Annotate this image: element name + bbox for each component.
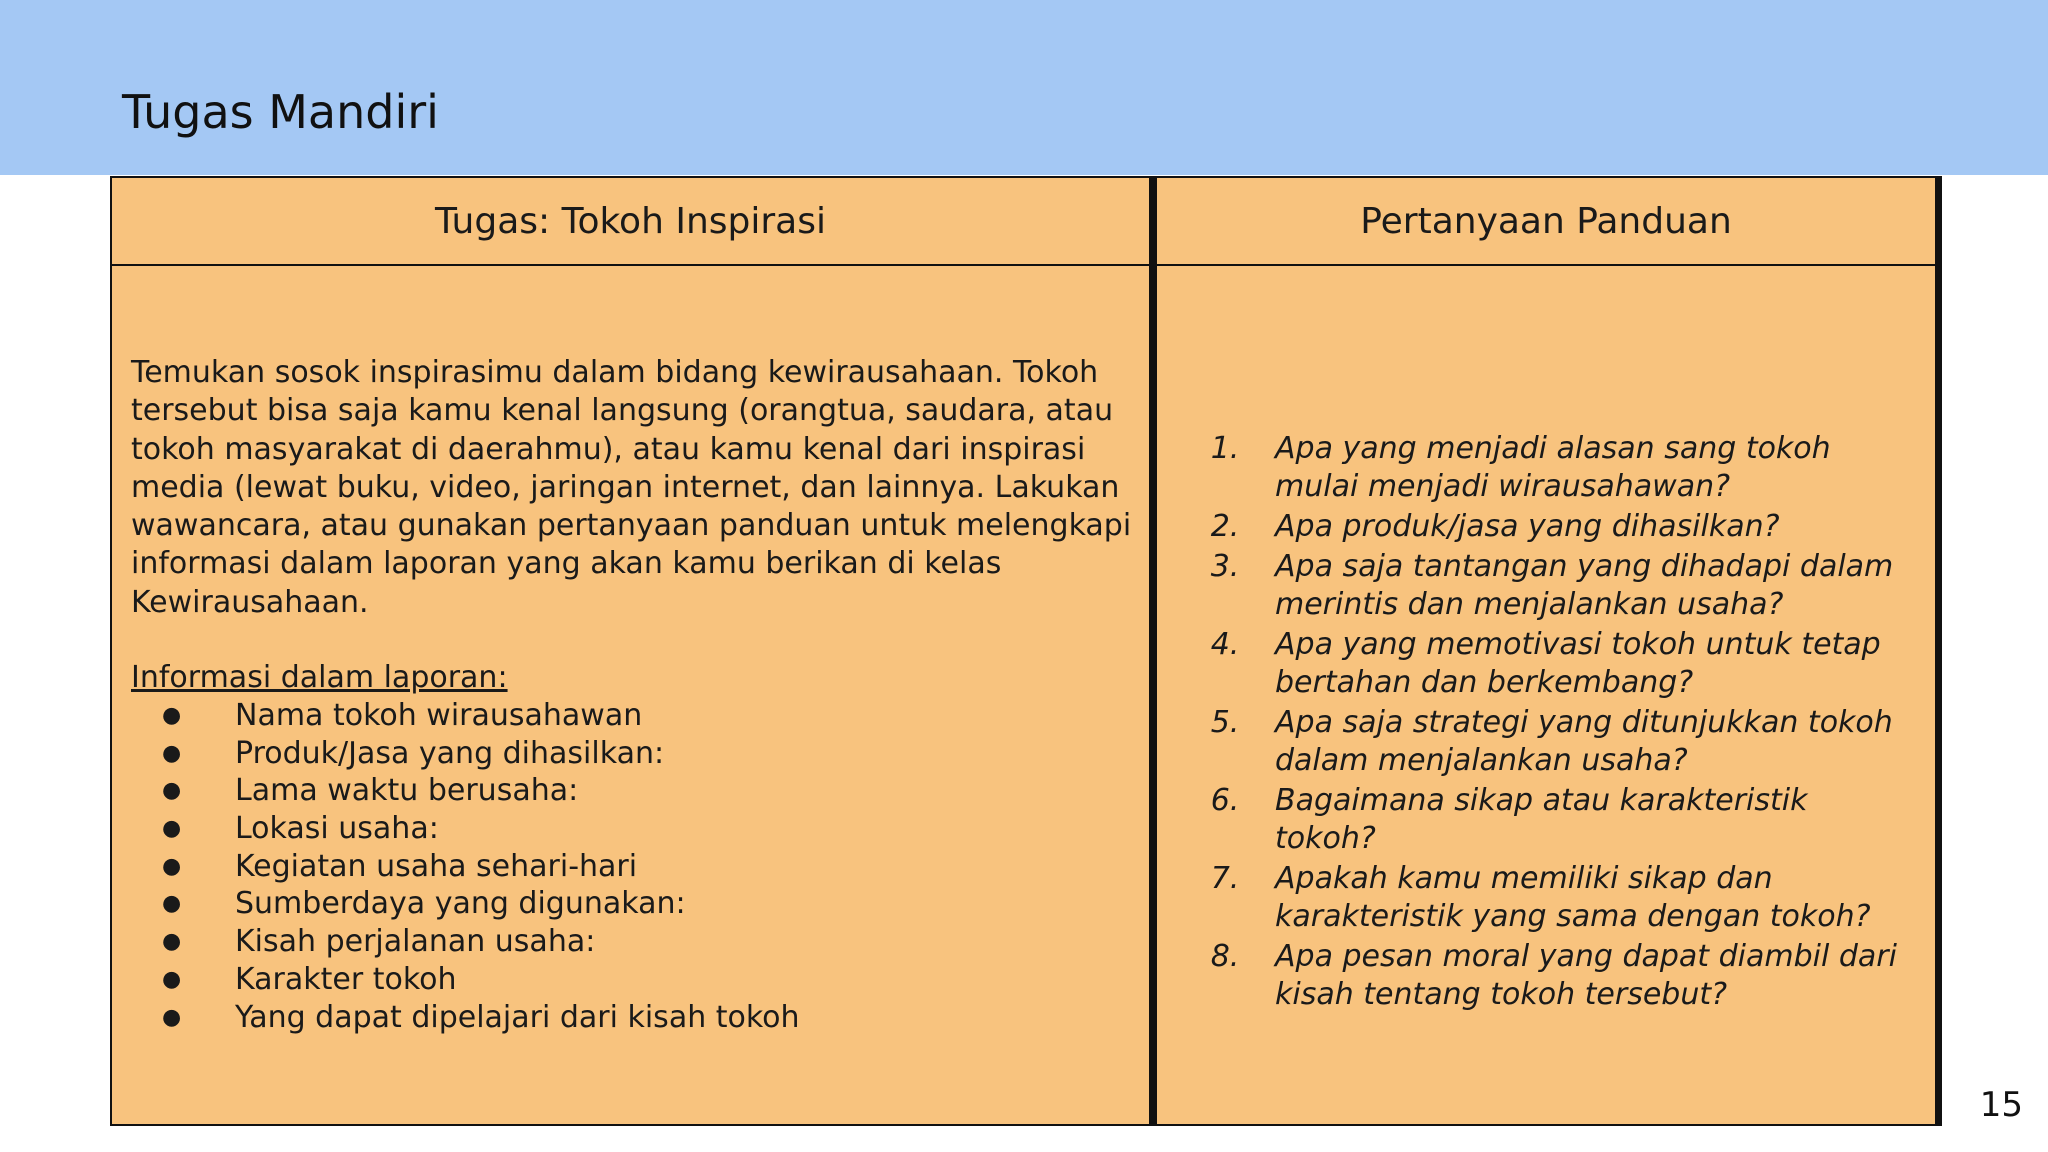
list-item (112, 885, 800, 923)
question-number: 6. (1210, 783, 1240, 818)
question-item (1157, 704, 1915, 780)
list-item-text: Produk/Jasa yang dihasilkan: (235, 735, 665, 771)
question-number: 8. (1210, 939, 1240, 974)
question-text: Apa pesan moral yang dapat diambil dari kisah tentang tokoh tersebut? (1275, 939, 1897, 1012)
list-item-text: Sumberdaya yang digunakan: (235, 886, 686, 922)
list-item-text: Lama waktu berusaha: (235, 773, 579, 809)
list-item (112, 999, 800, 1037)
bullet-icon: ● (162, 853, 182, 879)
list-item (112, 697, 800, 735)
task-description: Temukan sosok inspirasimu dalam bidang kewirausahaan. Tokoh tersebut bisa saja kamu kenal langsung (orangtua, saudara, atau tokoh masyarakat di daerahmu), atau kamu kenal dari inspirasi media (lewat buku, video, jaringan internet, dan lainnya. Lakukan wawancara, atau gunakan pertanyaan panduan untuk melengkapi informasi dalam laporan yang akan kamu berikan di kelas Kewirausahaan. (131, 355, 1132, 620)
bullet-icon: ● (162, 703, 182, 728)
guide-questions-cell (1153, 265, 1939, 1125)
list-item-text: Lokasi usaha: (235, 811, 439, 847)
task-table (110, 176, 1942, 1126)
question-text: Apakah kamu memiliki sikap dan karakteristik yang sama dengan tokoh? (1275, 861, 1871, 934)
list-item (112, 923, 800, 961)
task-cell (111, 265, 1153, 1125)
bullet-icon: ● (162, 778, 182, 804)
question-item (1157, 938, 1915, 1014)
question-text: Apa produk/jasa yang dihasilkan? (1275, 509, 1780, 544)
question-number: 2. (1210, 509, 1240, 544)
bullet-icon: ● (162, 891, 182, 917)
question-item (1157, 860, 1915, 936)
question-item (1157, 782, 1915, 858)
question-number: 4. (1210, 627, 1240, 662)
question-item (1157, 548, 1915, 624)
question-item (1157, 626, 1915, 702)
question-text: Apa saja strategi yang ditunjukkan tokoh dalam menjalankan usaha? (1275, 705, 1893, 778)
list-item (112, 848, 800, 886)
bullet-icon: ● (162, 1004, 182, 1030)
list-item-text: Nama tokoh wirausahawan (235, 698, 643, 733)
list-item (112, 961, 800, 999)
bullet-icon: ● (162, 816, 182, 842)
list-item-text: Kegiatan usaha sehari-hari (235, 848, 638, 884)
table-body-row (111, 265, 1939, 1125)
list-item-text: Kisah perjalanan usaha: (235, 924, 596, 960)
list-item-text: Yang dapat dipelajari dari kisah tokoh (235, 999, 800, 1035)
question-number: 3. (1210, 549, 1240, 584)
table-header-row (111, 177, 1939, 265)
list-item (112, 735, 800, 773)
list-item (112, 772, 800, 810)
question-number: 1. (1210, 431, 1240, 466)
question-text: Bagaimana sikap atau karakteristik tokoh? (1275, 783, 1808, 856)
list-item (112, 810, 800, 848)
question-item (1157, 430, 1915, 506)
header-task: Tugas: Tokoh Inspirasi (111, 177, 1153, 265)
page-number: 15 (1979, 1085, 2023, 1125)
list-item-text: Karakter tokoh (235, 961, 457, 997)
bullet-icon: ● (162, 929, 182, 955)
header-guide-questions: Pertanyaan Panduan (1153, 177, 1939, 265)
guide-questions-list (1157, 430, 1915, 1016)
bullet-icon: ● (162, 740, 182, 766)
report-info-heading: Informasi dalam laporan: (131, 660, 508, 695)
report-info-list (112, 697, 800, 1036)
slide-title: Tugas Mandiri (122, 85, 439, 139)
question-text: Apa yang menjadi alasan sang tokoh mulai menjadi wirausahawan? (1275, 431, 1831, 504)
question-number: 7. (1210, 861, 1240, 896)
question-text: Apa saja tantangan yang dihadapi dalam merintis dan menjalankan usaha? (1275, 549, 1894, 622)
question-number: 5. (1210, 705, 1240, 740)
question-item (1157, 508, 1915, 546)
bullet-icon: ● (162, 966, 182, 992)
question-text: Apa yang memotivasi tokoh untuk tetap bertahan dan berkembang? (1275, 627, 1881, 700)
